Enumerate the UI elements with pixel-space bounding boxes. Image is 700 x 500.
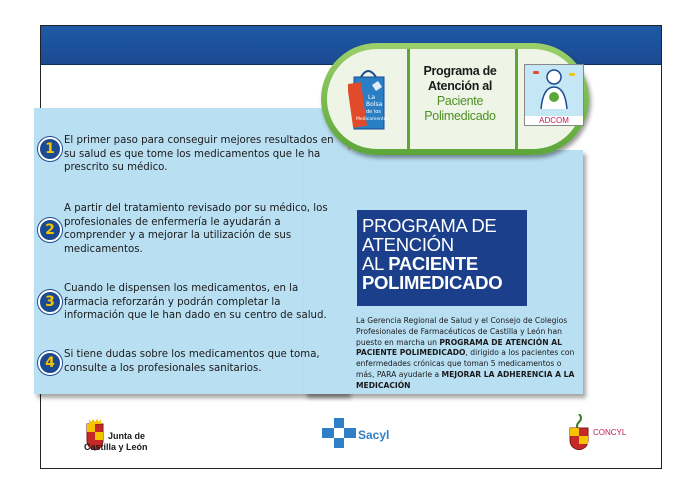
pill-program-title: Programa de Atención al Paciente Polimedicado	[423, 64, 497, 123]
step-number-2: 2	[38, 218, 62, 242]
medicine-bag-icon	[348, 65, 390, 133]
step-4	[38, 348, 344, 375]
sacyl-label: Sacyl	[358, 428, 390, 442]
step-number-3: 3	[38, 290, 62, 314]
pill-divider-left	[407, 49, 410, 149]
step-text-3: Cuando le dispensen los medicamentos, en la farmacia reforzarán y podrán completar la información que le han dado en su centro de salud.	[64, 283, 327, 321]
program-description: La Gerencia Regional de Salud y el Consejo de Colegios Profesionales de Farmacéuticos de Castilla y León han puesto en marcha un PROGRAMA DE ATENCIÓN AL PACIENTE POLIMEDICADO, dirigido a los pacientes con enfermedades crónicas que toman 5 medicamentos o más, PARA ayudarle a MEJORAR LA ADHERENCIA A LA MEDICACIÓN	[356, 316, 575, 390]
step-number-1: 1	[38, 137, 62, 161]
step-text-1: El primer paso para conseguir mejores resultados en su salud es que tome los medicamentos que le ha prescrito su médico.	[64, 135, 334, 173]
pill-divider-right	[515, 49, 518, 149]
sacyl-cross-icon	[322, 418, 356, 448]
bag-text-4: Medicamentos	[356, 117, 389, 122]
program-title-box	[357, 210, 527, 306]
concyl-emblem-icon	[567, 414, 591, 450]
step-2	[38, 202, 344, 256]
adcom-logo	[524, 64, 584, 126]
step-text-2: A partir del tratamiento revisado por su médico, los profesionales de enfermería le ayudarán a comprender y a mejorar la utilización de sus medicamentos.	[64, 203, 328, 255]
step-3	[38, 282, 344, 323]
title-line-3: AL PACIENTE	[362, 253, 478, 274]
title-line-1: PROGRAMA DE	[362, 215, 497, 236]
person-with-pills-icon	[525, 65, 583, 113]
step-1	[38, 134, 344, 175]
bag-text-2: Bolsa	[366, 101, 383, 108]
junta-label-1: Junta de	[108, 431, 146, 441]
step-text-4: Si tiene dudas sobre los medicamentos que toma, consulte a los profesionales sanitarios.	[64, 349, 320, 374]
concyl-label: CONCYL	[593, 428, 627, 437]
bag-text-3: de los	[366, 109, 381, 115]
adcom-label: ADCOM	[525, 116, 583, 125]
title-line-4: POLIMEDICADO	[362, 272, 503, 293]
bag-text-1: La	[368, 94, 376, 101]
junta-label-2: Castilla y León	[84, 442, 148, 452]
title-line-2: ATENCIÓN	[362, 234, 454, 255]
step-number-4: 4	[38, 351, 62, 375]
